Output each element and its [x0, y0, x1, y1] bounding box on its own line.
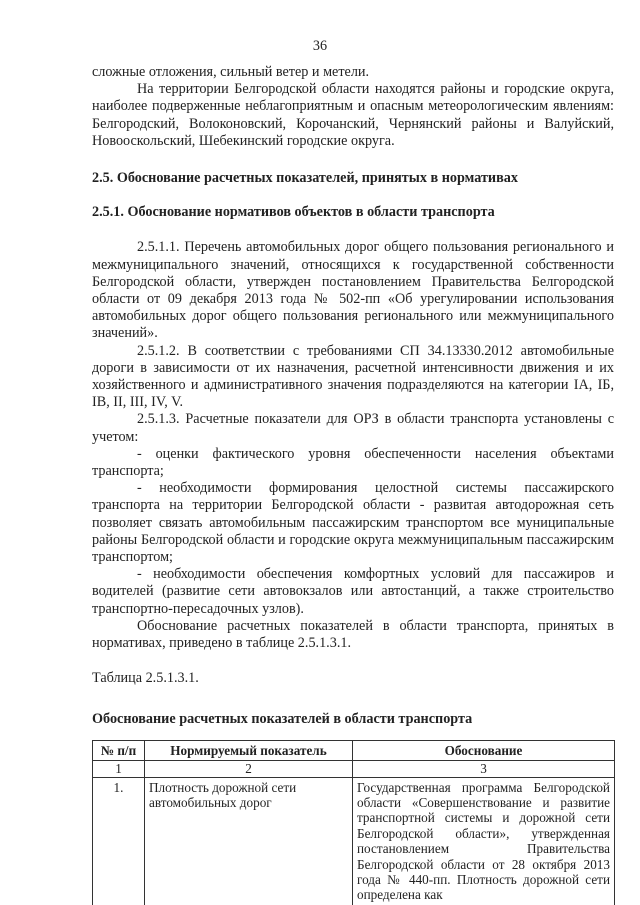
table-row: [93, 777, 615, 905]
colnum-cell: 2: [145, 761, 353, 777]
bullet-item: - необходимости обеспечения комфортных условий для пассажиров и водителей (развитие сети автовокзалов или автостанций, а также строительство транспортно-пересадочных узлов).: [92, 566, 614, 617]
paragraph-table-reference: Обоснование расчетных показателей в области транспорта, принятых в нормативах, приведено в таблице 2.5.1.3.1.: [92, 617, 614, 652]
colnum-cell: 1: [93, 761, 145, 777]
row-number: 1.: [93, 777, 145, 905]
row-justification: Государственная программа Белгородской области «Совершенствование и развитие транспортной системы и дорожной сети Белгородской области», утвержденная постановлением Правительства Белгородской области от 28 октября 2013 года № 440-пп. Плотность дорожной сети определена как: [353, 777, 615, 905]
table-colnum-row: [93, 761, 615, 777]
table-label: Таблица 2.5.1.3.1.: [92, 670, 199, 687]
paragraph-weather: сложные отложения, сильный ветер и метели.: [92, 64, 370, 80]
header-justification: Обоснование: [353, 740, 615, 760]
row-indicator: Плотность дорожной сети автомобильных дорог: [145, 777, 353, 905]
table-header-row: [93, 740, 615, 760]
subsection-heading: 2.5.1. Обоснование нормативов объектов в области транспорта: [92, 204, 495, 221]
bullet-item: - необходимости формирования целостной системы пассажирского транспорта на территории Белгородской области - развитая автодорожная сеть позволяет связать автомобильным пассажирским транспортом все муниципальные районы Белгородской области и городские округа межмуниципальным пассажирским транспортом;: [92, 480, 614, 566]
bullet-item: - оценки фактического уровня обеспеченности населения объектами транспорта;: [92, 445, 614, 480]
paragraph-2-5-1-1: 2.5.1.1. Перечень автомобильных дорог общего пользования регионального и межмуниципального значений, относящихся к государственной собственности Белгородской области, утвержден постановлением Правительства Белгородской области от 09 декабря 2013 года № 502-пп «Об урегулировании использования автомобильных дорог общего пользования регионального или межмуниципального значений».: [92, 239, 614, 342]
section-heading: 2.5. Обоснование расчетных показателей, принятых в нормативах: [92, 170, 518, 187]
header-num: № п/п: [93, 740, 145, 760]
paragraph-districts: На территории Белгородской области находятся районы и городские округа, наиболее подверженные неблагоприятным и опасным метеорологическим явлениям: Белгородский, Волоконовский, Корочанский, Чернянский районы и Валуйский, Новооскольский, Шебекинский городские округа.: [92, 81, 614, 149]
justification-table: [92, 740, 615, 905]
table-caption: Обоснование расчетных показателей в области транспорта: [92, 710, 473, 727]
paragraph-2-5-1-3: 2.5.1.3. Расчетные показатели для ОРЗ в области транспорта установлены с учетом:: [92, 411, 614, 445]
header-indicator: Нормируемый показатель: [145, 740, 353, 760]
page-number: 36: [312, 38, 328, 54]
colnum-cell: 3: [353, 761, 615, 777]
document-body: [92, 64, 614, 905]
paragraph-2-5-1-2: 2.5.1.2. В соответствии с требованиями СП 34.13330.2012 автомобильные дороги в зависимости от их назначения, расчетной интенсивности движения и их хозяйственного и административного значения подразделяются на категории IA, IБ, IB, II, III, IV, V.: [92, 342, 614, 411]
